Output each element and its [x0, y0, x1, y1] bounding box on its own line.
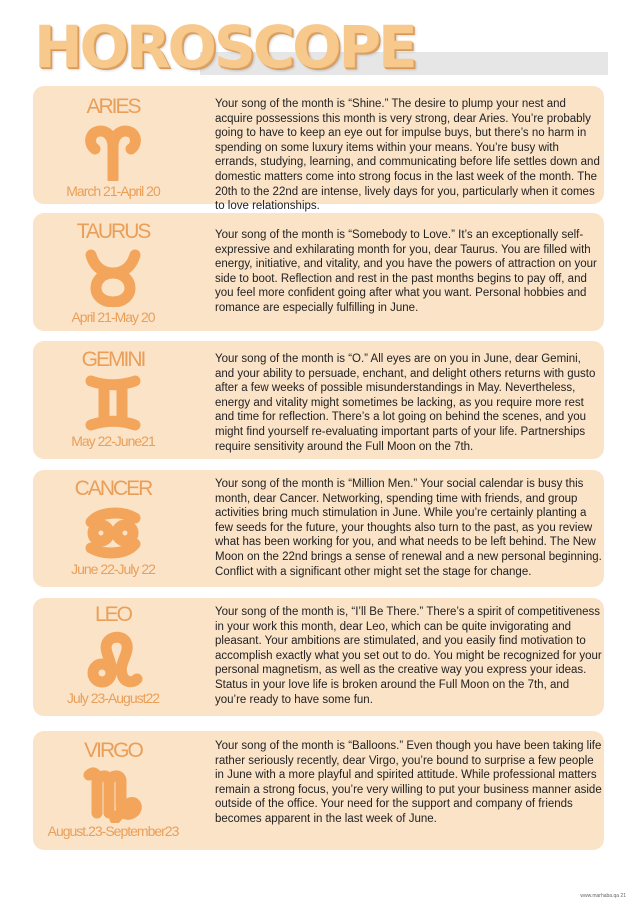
sign-dates: April 21-May 20: [71, 309, 155, 325]
virgo-glyph-icon: [83, 765, 143, 823]
sign-card-virgo: [33, 731, 604, 850]
sign-card-taurus: [33, 213, 604, 331]
page-footer: www.marhaba.qa 21: [580, 893, 626, 899]
horoscope-text: Your song of the month is “Somebody to Love.” It’s an exceptionally self-expressive and exhilarating month for you, dear Taurus. You are filled with energy, initiative, and vitality, and you have the powers of attraction on your side to boot. Reflection and rest in the past months begins to pay off, and you feel more confident going after what you want. Personal hobbies and romance are especially fulfilling in June.: [215, 229, 597, 314]
sign-name: CANCER: [74, 477, 152, 500]
sign-name: TAURUS: [76, 220, 150, 243]
sign-dates: March 21-April 20: [66, 183, 160, 199]
sign-column: [33, 598, 193, 716]
sign-dates: June 22-July 22: [71, 561, 155, 577]
sign-column: [33, 341, 193, 459]
sign-column: [33, 470, 193, 587]
horoscope-text: Your song of the month is “Balloons.” Even though you have been taking life rather seriously recently, dear Virgo, you’re bound to surprise a few people in June with a more playful and spirited attitude. While professional matters remain a strong focus, you’re very willing to put your business manner aside outside of the office. Your need for the support and company of friends becomes apparent in the last week of June.: [215, 740, 602, 825]
horoscope-text: Your song of the month is “Shine.” The desire to plump your nest and acquire possessions this month is very strong, dear Aries. You’re probably going to have to keep an eye out for impulse buys, but there’s no harm in spending on some luxury items within your means. You’re busy with errands, studying, learning, and communicating before life settles down and domestic matters come into strong focus in the last week of the month. The 20th to the 22nd are intense, lively days for you, particularly when it comes to love relationships.: [215, 98, 600, 213]
sign-card-leo: [33, 598, 604, 716]
sign-name: ARIES: [86, 95, 140, 118]
page-title: HOROSCOPE: [34, 13, 415, 81]
sign-column: [33, 731, 193, 850]
horoscope-text: Your song of the month is “Million Men.” Your social calendar is busy this month, dear Cancer. Networking, spending time with friends, and group activities bring much stimulation in June. While you’re certainly planting a few seeds for the future, your thoughts also turn to the past, as you review what has been working for you, and what needs to be left behind. The New Moon on the 22nd brings a sense of renewal and a new personal beginning. Conflict with a significant other might set the stage for change.: [215, 478, 602, 578]
sign-column: [33, 213, 193, 331]
sign-name: VIRGO: [84, 739, 142, 762]
sign-name: GEMINI: [81, 348, 145, 371]
horoscope-text: Your song of the month is “O.” All eyes are on you in June, dear Gemini, and your ability to persuade, enchant, and delight others returns with gusto after a few weeks of possible misunderstandings in May. Nevertheless, energy and vitality might sometimes be lacking, as you require more rest and time for reflection. There’s a lot going on behind the scenes, and you might find yourself re-evaluating important parts of your life. Partnerships require sensitivity around the Full Moon on the 7th.: [215, 353, 596, 453]
sign-dates: July 23-August22: [66, 690, 160, 706]
taurus-glyph-icon: [83, 249, 143, 307]
sign-dates: August.23-September23: [47, 823, 179, 839]
cancer-glyph-icon: [83, 504, 143, 562]
sign-name: LEO: [94, 603, 132, 626]
sign-column: [33, 86, 193, 204]
sign-card-gemini: [33, 341, 604, 459]
horoscope-text: Your song of the month is, “I’ll Be There.” There’s a spirit of competitiveness in your work this month, dear Leo, which can be quite invigorating and pleasant. Your ambitions are stimulated, and you easily find motivation to accomplish exactly what you set out to do. You might be recognized for your personal magnetism, as well as the creative way you express your ideas. Status in your love life is broken around the Full Moon on the 7th, and you’re ready to have some fun.: [215, 606, 602, 706]
sign-dates: May 22-June21: [71, 433, 155, 449]
sign-card-cancer: [33, 470, 604, 587]
sign-card-aries: [33, 86, 604, 213]
aries-glyph-icon: [83, 123, 143, 181]
gemini-glyph-icon: [83, 374, 143, 432]
leo-glyph-icon: [83, 631, 143, 689]
